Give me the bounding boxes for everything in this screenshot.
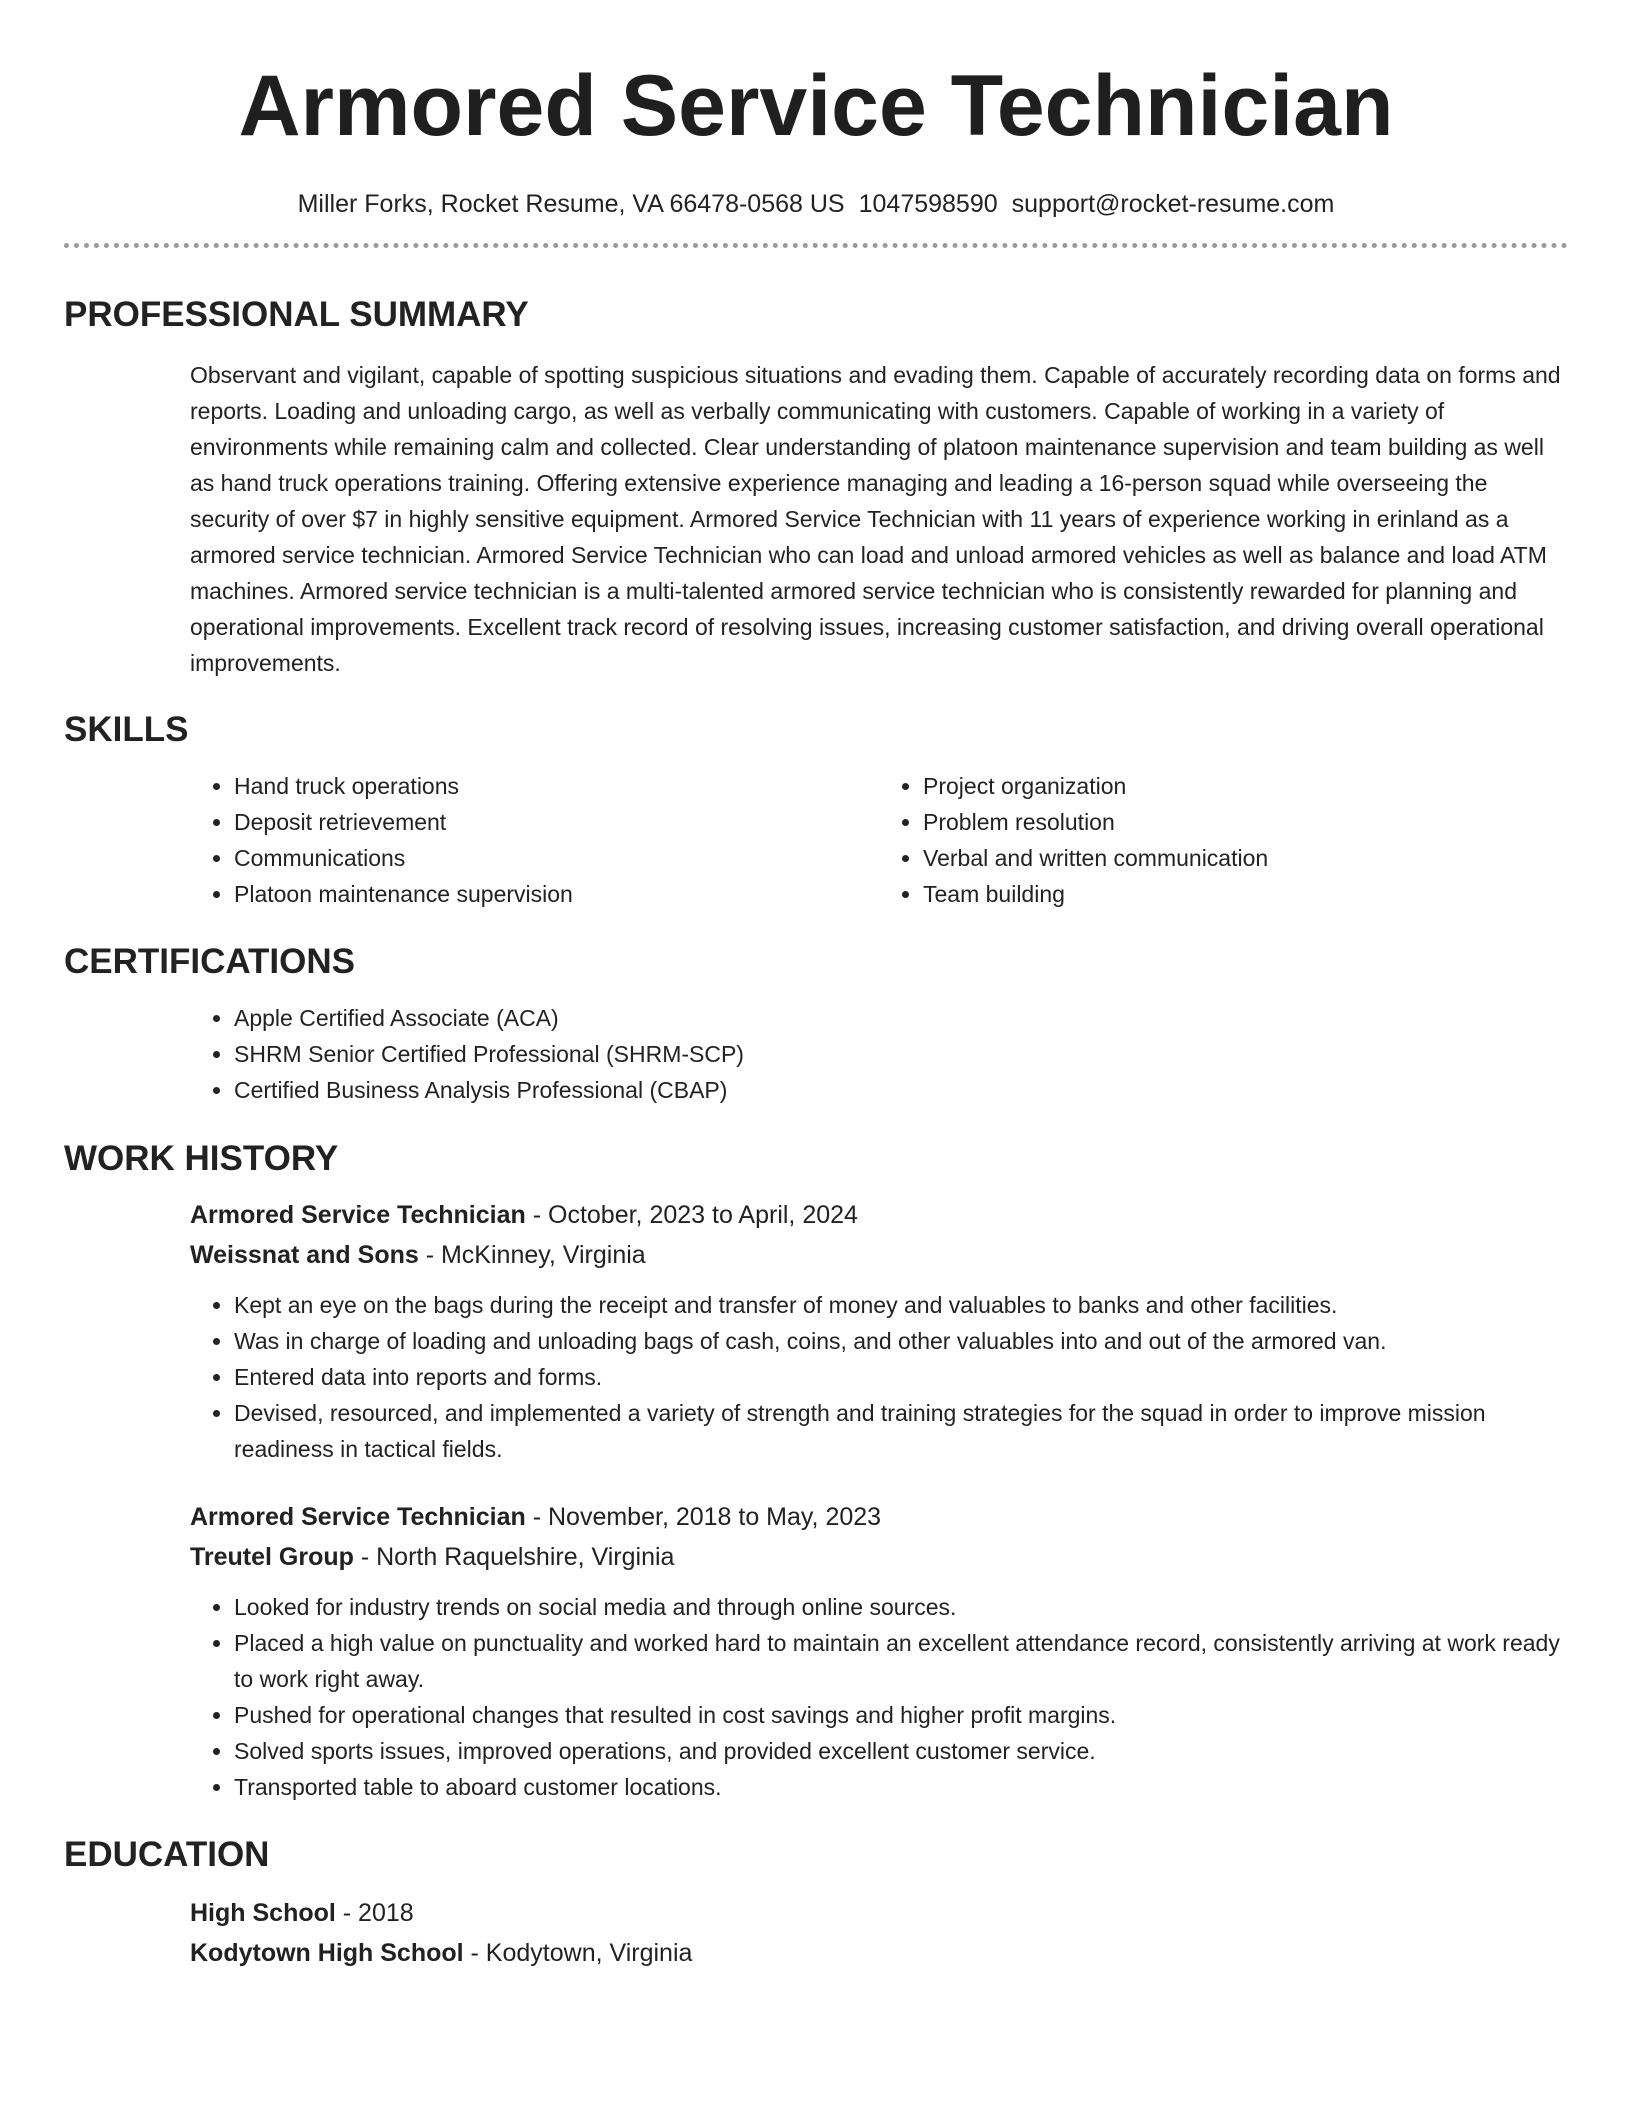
job-duty: • Devised, resourced, and implemented a variety of strength and training strategies for the squad in order to improve mission readiness in tactical fields. [234, 1395, 1568, 1467]
skill-item: • Platoon maintenance supervision [234, 876, 879, 912]
certifications-title: CERTIFICATIONS [64, 942, 356, 981]
job-duty: • Solved sports issues, improved operations, and provided excellent customer service. [234, 1733, 1568, 1769]
job-company: Treutel Group [190, 1543, 354, 1571]
skills-list-left [190, 768, 879, 912]
work-title: WORK HISTORY [64, 1139, 339, 1178]
skill-item: • Team building [923, 876, 1568, 912]
contact-phone: 1047598590 [858, 190, 998, 218]
education-year: - 2018 [335, 1899, 414, 1927]
education-entry [190, 1893, 1568, 1973]
education-school-line [190, 1933, 1568, 1973]
job-location: - North Raquelshire, Virginia [353, 1543, 675, 1571]
job-entry [190, 1497, 1568, 1805]
job-duty: • Transported table to aboard customer locations. [234, 1769, 1568, 1805]
job-duty: • Pushed for operational changes that resulted in cost savings and higher profit margins. [234, 1697, 1568, 1733]
job-role: Armored Service Technician [190, 1503, 526, 1531]
skills-title: SKILLS [64, 710, 189, 749]
resume-page [64, 0, 1568, 1973]
education-school: Kodytown High School [190, 1939, 464, 1967]
job-location: - McKinney, Virginia [418, 1241, 646, 1269]
resume-name: Armored Service Technician [238, 58, 1394, 154]
job-duties [190, 1287, 1568, 1467]
skill-item: • Problem resolution [923, 804, 1568, 840]
job-duties [190, 1589, 1568, 1805]
job-duty: • Kept an eye on the bags during the receipt and transfer of money and valuables to banks and other facilities. [234, 1287, 1568, 1323]
summary-section [64, 293, 1568, 681]
header-divider [64, 243, 1568, 248]
certifications-section [64, 940, 1568, 1108]
education-location: - Kodytown, Virginia [463, 1939, 693, 1967]
job-entry [190, 1195, 1568, 1467]
skill-item: • Hand truck operations [234, 768, 879, 804]
education-section [64, 1833, 1568, 1973]
job-heading [190, 1497, 1568, 1537]
skill-item: • Deposit retrievement [234, 804, 879, 840]
education-heading [190, 1893, 1568, 1933]
contact-address: Miller Forks, Rocket Resume, VA 66478-0568 US [297, 190, 845, 218]
skills-section [64, 708, 1568, 912]
job-heading [190, 1195, 1568, 1235]
skill-item: • Communications [234, 840, 879, 876]
skill-item: • Verbal and written communication [923, 840, 1568, 876]
job-company: Weissnat and Sons [190, 1241, 419, 1269]
contact-email: support@rocket-resume.com [1011, 190, 1335, 218]
summary-title: PROFESSIONAL SUMMARY [64, 295, 529, 334]
certification-item: • Certified Business Analysis Professional (CBAP) [234, 1072, 1568, 1108]
education-degree: High School [190, 1899, 336, 1927]
education-title: EDUCATION [64, 1835, 270, 1874]
summary-text: Observant and vigilant, capable of spotting suspicious situations and evading them. Capable of accurately recording data on forms and reports. Loading and unloading cargo, as well as verbally communicating with customers. Capable of working in a variety of environments while remaining calm and collected. Clear understanding of platoon maintenance supervision and team building as well as hand truck operations training. Offering extensive experience managing and leading a 16-person squad while overseeing the security of over $7 in highly sensitive equipment. Armored Service Technician with 11 years of experience working in erinland as a armored service technician. Armored Service Technician who can load and unload armored vehicles as well as balance and load ATM machines. Armored service technician is a multi-talented armored service technician who is consistently rewarded for planning and operational improvements. Excellent track record of resolving issues, increasing customer satisfaction, and driving overall operational improvements. [190, 362, 1561, 676]
job-role: Armored Service Technician [190, 1201, 526, 1229]
job-duty: • Was in charge of loading and unloading bags of cash, coins, and other valuables into and out of the armored van. [234, 1323, 1568, 1359]
contact-line [64, 188, 1568, 220]
certifications-list [190, 1000, 1568, 1108]
job-duty: • Looked for industry trends on social media and through online sources. [234, 1589, 1568, 1625]
job-dates: - November, 2018 to May, 2023 [525, 1503, 882, 1531]
job-dates: - October, 2023 to April, 2024 [525, 1201, 858, 1229]
certification-item: • SHRM Senior Certified Professional (SHRM-SCP) [234, 1036, 1568, 1072]
skills-list-right [879, 768, 1568, 912]
job-duty: • Entered data into reports and forms. [234, 1359, 1568, 1395]
certification-item: • Apple Certified Associate (ACA) [234, 1000, 1568, 1036]
job-company-line [190, 1537, 1568, 1577]
job-duty: • Placed a high value on punctuality and worked hard to maintain an excellent attendance record, consistently arriving at work ready to work right away. [234, 1625, 1568, 1697]
work-section [64, 1137, 1568, 1805]
job-company-line [190, 1235, 1568, 1275]
skill-item: • Project organization [923, 768, 1568, 804]
